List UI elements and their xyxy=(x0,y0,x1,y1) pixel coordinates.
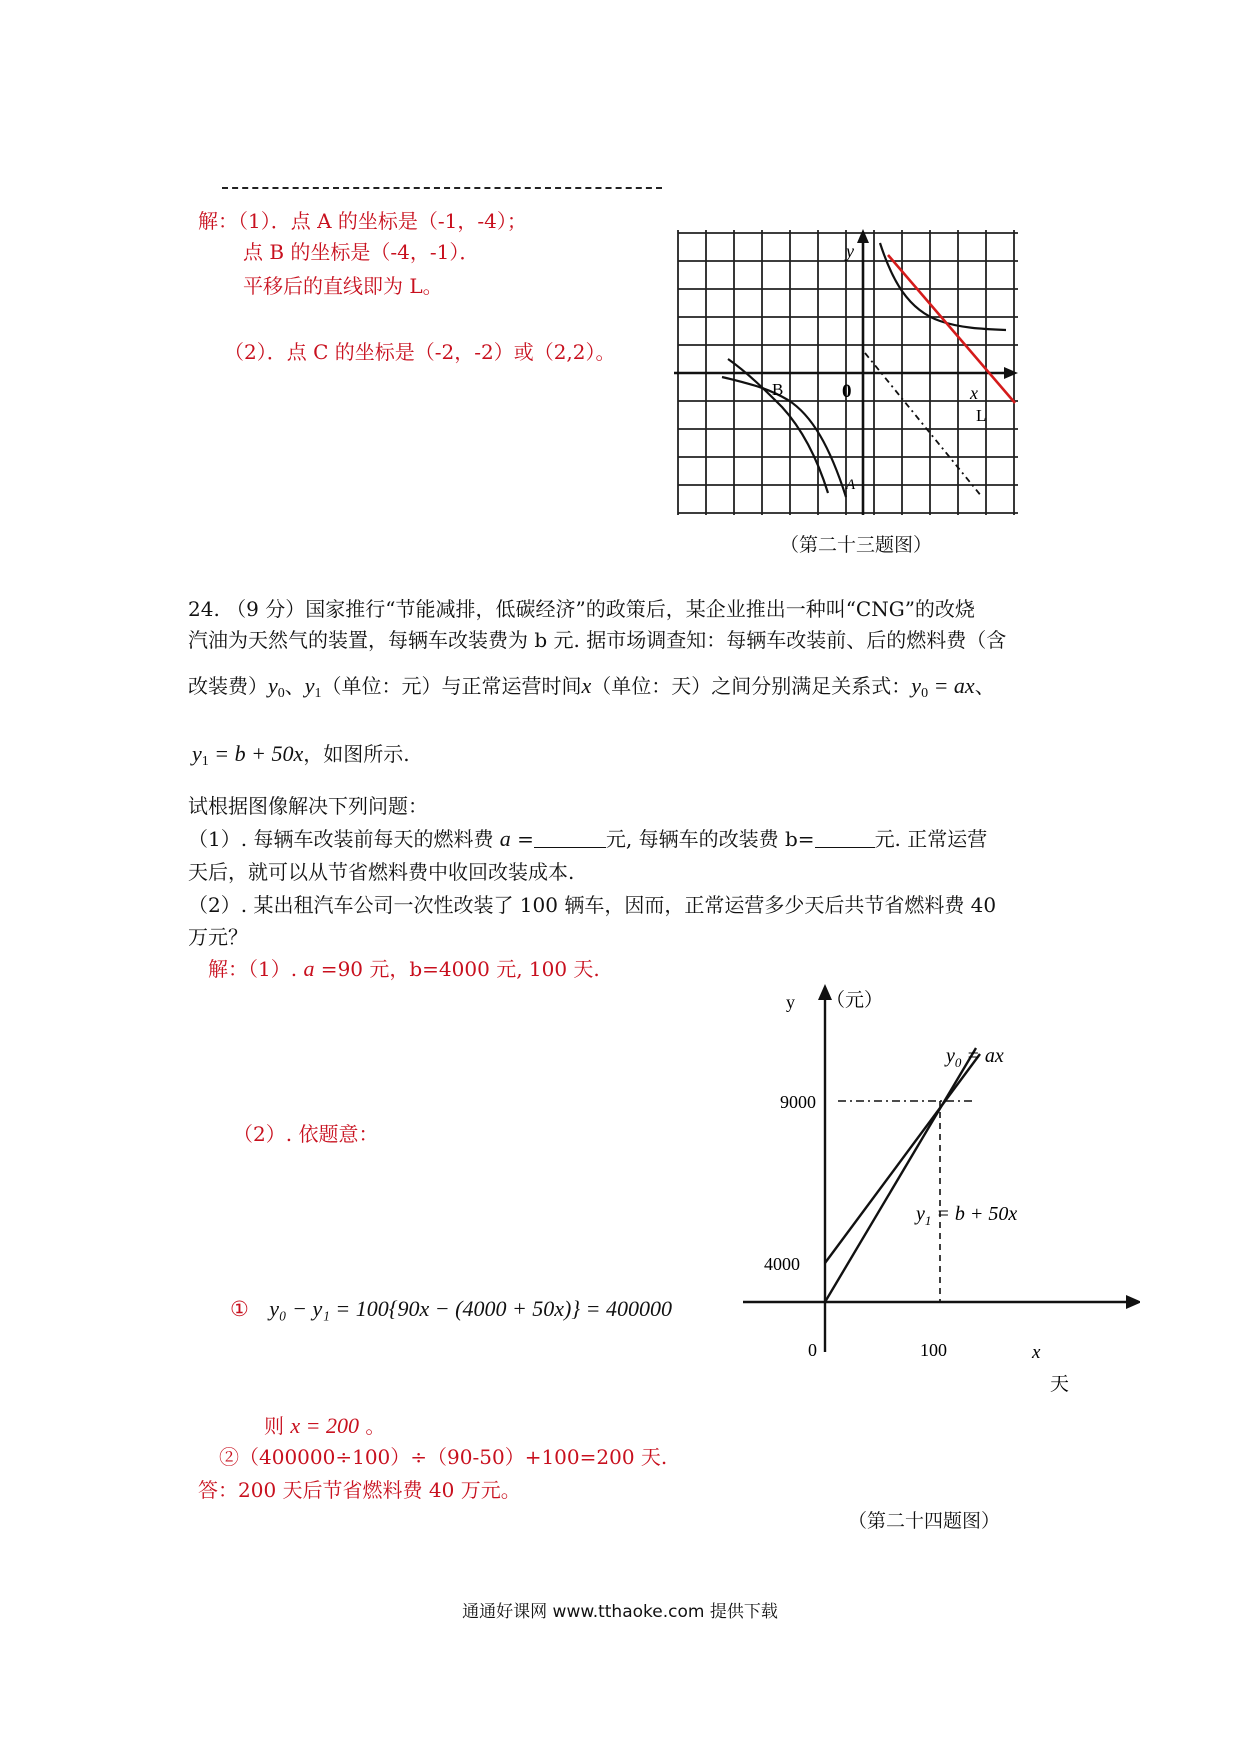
sol24-equation-row xyxy=(230,1296,672,1322)
sol24-line3-text-c: 。 xyxy=(358,1414,386,1438)
figure-23-graph xyxy=(670,225,1040,530)
sol23-line3: 平移后的直线即为 L。 xyxy=(243,274,443,298)
q24-line4 xyxy=(192,741,410,775)
label-y0-ax: $y_0$ = ax xyxy=(946,1045,1004,1070)
sol23-line2: 点 B 的坐标是（-4，-1）． xyxy=(243,240,480,264)
q24-line8: （2）. 某出租汽车公司一次性改装了 100 辆车，因而，正常运营多少天后共节省燃料费 40 xyxy=(188,893,997,917)
curve-quadrant-3 xyxy=(722,377,846,497)
answer-blank-a xyxy=(534,829,606,848)
q24-sep: 、 xyxy=(284,674,305,698)
q24-line6 xyxy=(188,826,987,852)
fig23-label-origin: 0 xyxy=(842,381,852,402)
dashed-line xyxy=(865,353,982,497)
q24-line5: 试根据图像解决下列问题： xyxy=(188,794,428,818)
sol23-line4: （2）．点 C 的坐标是（-2，-2）或（2,2）。 xyxy=(224,340,616,364)
equation-y1: $y_1 = b + 50x$ xyxy=(192,741,304,769)
label-y1-b50x: $y_1 = b + 50x$ xyxy=(916,1203,1018,1228)
line-y0 xyxy=(825,1048,976,1302)
symbol-x: x xyxy=(581,673,592,698)
sol24-line3-math: x = 200 xyxy=(290,1413,359,1438)
fig23-label-y: y xyxy=(846,241,854,261)
sol24-line1-text-b: =90 元，b=4000 元, 100 天. xyxy=(314,957,600,981)
fig24-y-unit: （元） xyxy=(826,990,884,1011)
q24-line3-text-a: 改装费） xyxy=(188,674,268,698)
tick-9000: 9000 xyxy=(780,1092,816,1112)
q24-line3-text-c: （单位：天）之间分别满足关系式： xyxy=(591,674,912,698)
q24-line7: 天后，就可以从节省燃料费中收回改装成本. xyxy=(188,860,575,884)
sol24-line1 xyxy=(208,956,600,982)
q24-line3 xyxy=(188,673,995,707)
separator-line xyxy=(222,187,662,189)
q24-line6-text-b: = xyxy=(510,827,534,851)
figure-24-graph xyxy=(740,980,1140,1410)
sol23-line1: 解：（1）．点 A 的坐标是（-1，-4）； xyxy=(198,209,527,233)
page-footer: 通通好课网 www.tthaoke.com 提供下载 xyxy=(462,1602,778,1622)
q24-line3-text-b: （单位：元）与正常运营时间 xyxy=(321,674,582,698)
q24-line4-text: ，如图所示. xyxy=(303,742,410,766)
q24-line1: 24. （9 分）国家推行“节能减排，低碳经济”的政策后，某企业推出一种叫“CNG”的改烧 xyxy=(188,597,975,621)
x-axis-arrow xyxy=(1126,1295,1140,1309)
q24-line2: 汽油为天然气的装置，每辆车改装费为 b 元. 据市场调查知：每辆车改装前、后的燃料费（含 xyxy=(188,628,1007,652)
fig23-label-a: A xyxy=(846,477,856,493)
equation-number-1: ① xyxy=(230,1297,249,1321)
fig23-label-l: L xyxy=(976,406,987,425)
sol24-equation: y₀ − y₁ = 100{90x − (4000 + 50x)} = 400000 xyxy=(269,1296,673,1321)
line-y1 xyxy=(825,1054,980,1263)
sol24-line4: ②（400000÷100）÷（90-50）+100=200 天. xyxy=(219,1445,668,1469)
equation-y0: $y_0$ = ax xyxy=(911,673,975,701)
sol24-line5: 答：200 天后节省燃料费 40 万元。 xyxy=(198,1478,521,1502)
q24-line6-text-d: 元. 正常运营 xyxy=(874,827,988,851)
fig24-x-unit: 天 xyxy=(1050,1374,1070,1395)
fig24-caption: （第二十四题图） xyxy=(848,1510,1001,1532)
fig24-y-label: y xyxy=(786,992,795,1012)
sol24-line2: （2）. 依题意： xyxy=(233,1122,379,1146)
axes xyxy=(674,237,1010,515)
fig23-label-b: B xyxy=(772,380,784,399)
fig23-caption: （第二十三题图） xyxy=(780,534,933,556)
q24-line6-text-c: 元, 每辆车的改装费 b= xyxy=(605,827,815,851)
tick-100: 100 xyxy=(920,1340,947,1360)
symbol-y1: $y_1$ xyxy=(304,673,322,701)
tick-4000: 4000 xyxy=(764,1254,800,1274)
tick-origin: 0 xyxy=(808,1340,817,1360)
symbol-y0: $y_0$ xyxy=(268,673,285,701)
sol24-line3-text-a: 则 xyxy=(264,1414,291,1438)
answer-blank-b xyxy=(815,829,875,848)
sol24-symbol-a: a xyxy=(303,956,315,981)
sol24-line1-text-a: 解：（1）. xyxy=(208,957,304,981)
fig23-label-x: x xyxy=(970,383,978,403)
symbol-a: a xyxy=(499,826,511,851)
x-axis-arrow xyxy=(1004,367,1018,379)
fig24-x-label: x xyxy=(1032,1342,1041,1363)
q24-line9: 万元？ xyxy=(188,925,248,949)
y-axis-arrow xyxy=(857,229,869,243)
q24-line3-end: 、 xyxy=(974,674,995,698)
sol24-line3 xyxy=(264,1413,385,1439)
q24-line6-text-a: （1）. 每辆车改装前每天的燃料费 xyxy=(188,827,500,851)
